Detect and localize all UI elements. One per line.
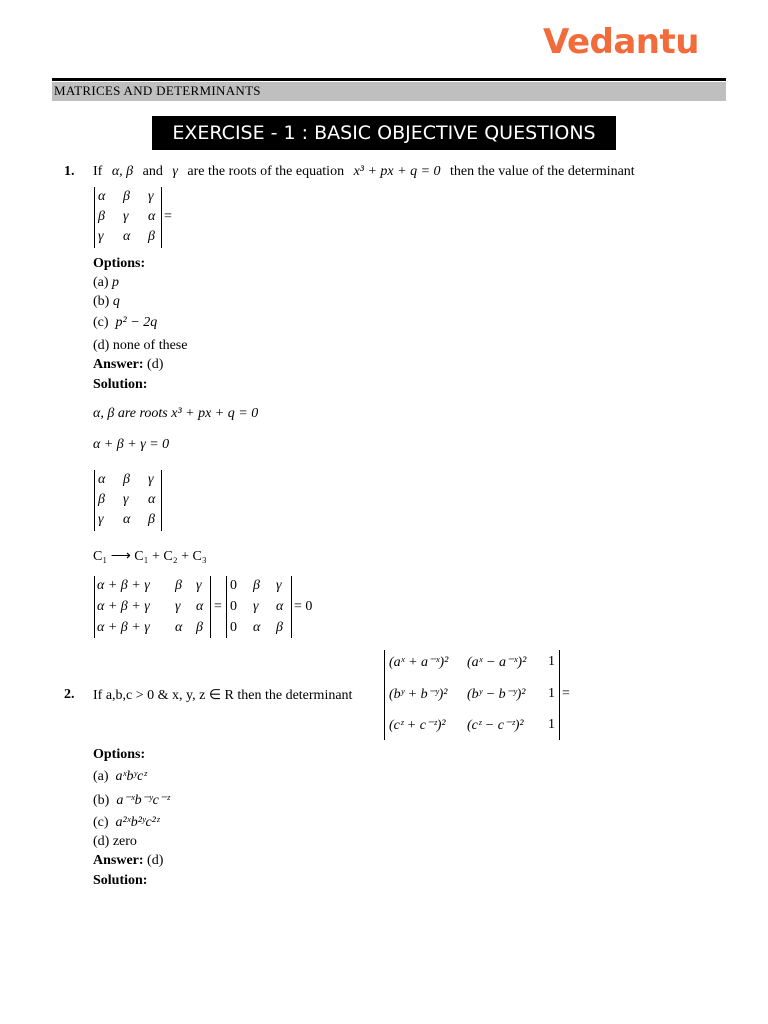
q1-det-cell: α bbox=[148, 209, 156, 224]
q1-det-cell: α bbox=[98, 189, 106, 204]
q1-zero-cell: α bbox=[276, 599, 284, 614]
q2-det-cell: 1 bbox=[548, 717, 555, 732]
exercise-title: EXERCISE - 1 : BASIC OBJECTIVE QUESTIONS bbox=[152, 116, 616, 150]
q1-sol-det-cell: γ bbox=[98, 512, 104, 527]
q1-combined-equals: = bbox=[214, 599, 222, 614]
q1-options-label: Options: bbox=[93, 256, 146, 271]
q1-and: and bbox=[142, 164, 163, 179]
q1-sol-det-cell: γ bbox=[148, 472, 154, 487]
q1-zero-cell: 0 bbox=[230, 599, 237, 614]
q1-combined-cell: α bbox=[196, 599, 204, 614]
q2-det-cell: 1 bbox=[548, 654, 555, 669]
q1-det-cell: γ bbox=[98, 229, 104, 244]
q1-option-d: (d) none of these bbox=[93, 338, 188, 353]
q1-option-c: (c) p² − 2q bbox=[93, 315, 158, 330]
q1-zero-cell: β bbox=[253, 578, 260, 593]
q1-sol-det-cell: β bbox=[98, 492, 105, 507]
q1-combined-cell: α + β + γ bbox=[97, 599, 150, 614]
q2-det-cell: (aˣ + a⁻ˣ)² bbox=[389, 655, 449, 670]
q2-det-equals: = bbox=[562, 686, 570, 701]
q2-det-cell: (bʸ + b⁻ʸ)² bbox=[389, 687, 448, 702]
q2-det-cell: (aˣ − a⁻ˣ)² bbox=[467, 655, 527, 670]
q1-det-cell: β bbox=[123, 189, 130, 204]
q1-sol-det-cell: γ bbox=[123, 492, 129, 507]
q2-solution-label: Solution: bbox=[93, 873, 148, 888]
section-title: MATRICES AND DETERMINANTS bbox=[54, 83, 261, 98]
q2-option-b: (b) a⁻ˣb⁻ʸc⁻ᶻ bbox=[93, 793, 170, 808]
q1-alpha-beta: α, β bbox=[111, 164, 134, 179]
q1-gamma: γ bbox=[172, 164, 178, 179]
q1-sol-det-cell: α bbox=[98, 472, 106, 487]
q1-combined-cell: γ bbox=[175, 599, 181, 614]
q1-sol-det-cell: β bbox=[148, 512, 155, 527]
q2-det-cell: 1 bbox=[548, 686, 555, 701]
q1-zero-cell: γ bbox=[276, 578, 282, 593]
q1-combined-cell: α + β + γ bbox=[97, 578, 150, 593]
q1-combined-cell: α bbox=[175, 620, 183, 635]
q1-det-cell: α bbox=[123, 229, 131, 244]
q2-stem: If a,b,c > 0 & x, y, z ∈ R then the determinant bbox=[93, 688, 353, 703]
q1-option-a: (a) p bbox=[93, 275, 120, 290]
q1-sol-line1: α, β are roots x³ + px + q = 0 bbox=[93, 406, 259, 421]
q1-det-cell: β bbox=[148, 229, 155, 244]
q1-combined-cell: γ bbox=[196, 578, 202, 593]
q2-det-cell: (bʸ − b⁻ʸ)² bbox=[467, 687, 526, 702]
q1-equation: x³ + px + q = 0 bbox=[353, 164, 441, 179]
q1-if: If bbox=[93, 164, 103, 179]
q1-combined-cell: β bbox=[175, 578, 182, 593]
q1-sol-det-cell: β bbox=[123, 472, 130, 487]
q1-result: = 0 bbox=[294, 599, 313, 614]
q2-option-c: (c) a²ˣb²ʸc²ᶻ bbox=[93, 815, 160, 830]
q1-zero-cell: α bbox=[253, 620, 261, 635]
q1-column-operation: C₁ ⟶ C₁ + C₂ + C₃ bbox=[93, 549, 207, 564]
q1-number: 1. bbox=[64, 164, 75, 179]
q1-answer: Answer: (d) bbox=[93, 357, 164, 372]
q1-stem bbox=[93, 164, 635, 180]
q1-det-cell: γ bbox=[123, 209, 129, 224]
q1-det-cell: β bbox=[98, 209, 105, 224]
q1-combined-cell: α + β + γ bbox=[97, 620, 150, 635]
q2-number: 2. bbox=[64, 687, 75, 702]
q2-option-d: (d) zero bbox=[93, 834, 137, 849]
q1-option-b: (b) q bbox=[93, 294, 120, 309]
q1-middle: are the roots of the equation bbox=[187, 164, 345, 179]
q1-det-equals: = bbox=[164, 209, 172, 224]
q2-option-a: (a) aˣbʸcᶻ bbox=[93, 769, 147, 784]
q1-solution-label: Solution: bbox=[93, 377, 148, 392]
q1-sol-line2: α + β + γ = 0 bbox=[93, 437, 170, 452]
q1-sol-det-cell: α bbox=[123, 512, 131, 527]
q2-options-label: Options: bbox=[93, 747, 146, 762]
q2-answer: Answer: (d) bbox=[93, 853, 164, 868]
q1-combined-cell: β bbox=[196, 620, 203, 635]
q2-det-cell: (cᶻ + c⁻ᶻ)² bbox=[389, 718, 446, 733]
vedantu-logo: Vedantu bbox=[543, 22, 699, 62]
q1-end: then the value of the determinant bbox=[450, 164, 635, 179]
q1-det-cell: γ bbox=[148, 189, 154, 204]
q1-sol-det-cell: α bbox=[148, 492, 156, 507]
q1-zero-cell: β bbox=[276, 620, 283, 635]
q1-zero-cell: 0 bbox=[230, 620, 237, 635]
section-rule bbox=[52, 78, 726, 81]
q1-zero-cell: 0 bbox=[230, 578, 237, 593]
q2-det-cell: (cᶻ − c⁻ᶻ)² bbox=[467, 718, 524, 733]
q1-zero-cell: γ bbox=[253, 599, 259, 614]
